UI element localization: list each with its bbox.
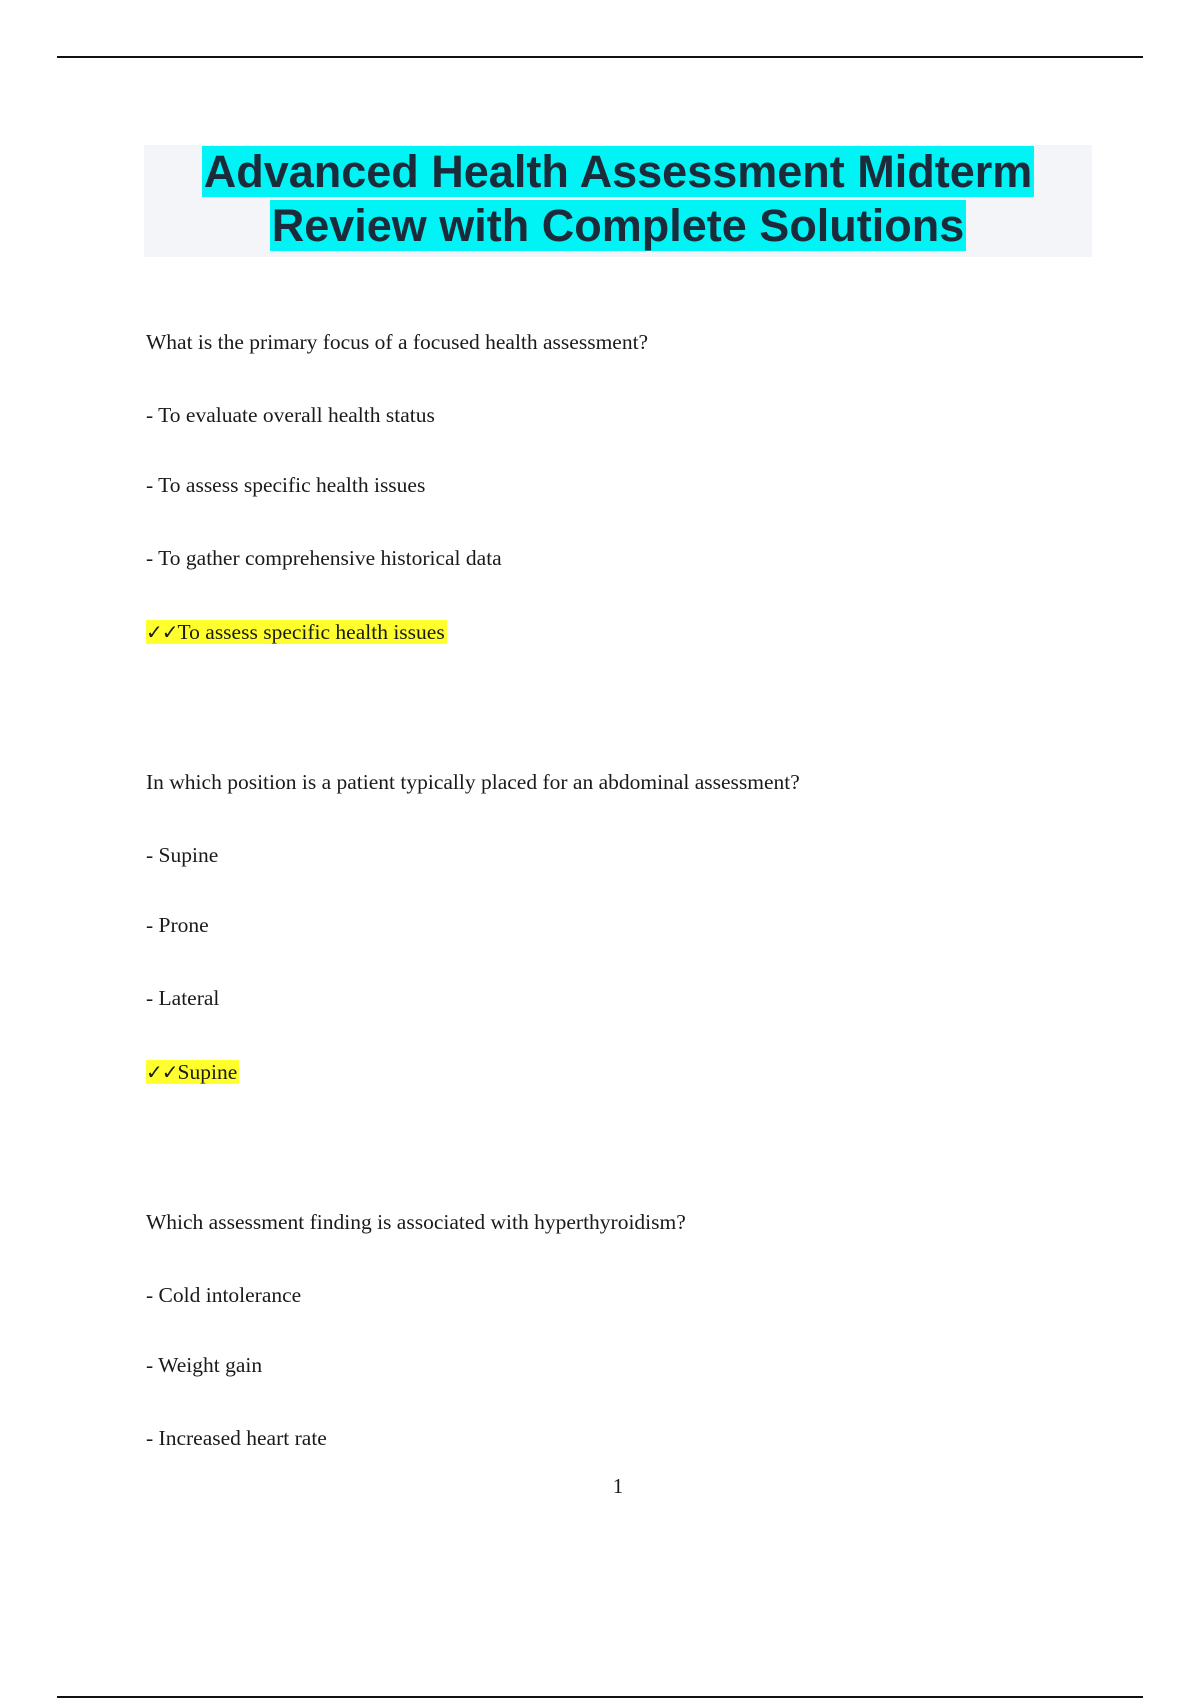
- question-3-option-1: - Cold intolerance: [146, 1283, 302, 1307]
- checkmark-icon: ✓✓: [146, 620, 178, 644]
- title-text-2: Review with Complete Solutions: [271, 200, 965, 251]
- question-2-option-3: - Lateral: [146, 986, 220, 1010]
- question-2-answer: [146, 1057, 239, 1087]
- answer-highlight: [146, 1060, 239, 1084]
- question-1-option-1: - To evaluate overall health status: [146, 403, 435, 427]
- question-1-option-3: - To gather comprehensive historical data: [146, 546, 502, 570]
- title-block: [144, 145, 1092, 257]
- answer-text: To assess specific health issues: [177, 620, 445, 644]
- answer-highlight: [146, 620, 447, 644]
- title-text-1: Advanced Health Assessment Midterm: [203, 146, 1033, 197]
- page-number: 1: [612, 1474, 624, 1498]
- question-1: What is the primary focus of a focused health assessment?: [146, 330, 649, 354]
- answer-text: Supine: [177, 1060, 238, 1084]
- title-line-2: [144, 199, 1092, 253]
- top-rule: [57, 56, 1143, 58]
- title-line-1: [144, 145, 1092, 199]
- question-3: Which assessment finding is associated with hyperthyroidism?: [146, 1210, 686, 1234]
- question-2-option-2: - Prone: [146, 913, 209, 937]
- question-2-option-1: - Supine: [146, 843, 219, 867]
- question-3-option-3: - Increased heart rate: [146, 1426, 327, 1450]
- question-2: In which position is a patient typically placed for an abdominal assessment?: [146, 770, 800, 794]
- bottom-rule: [57, 1696, 1143, 1698]
- checkmark-icon: ✓✓: [146, 1060, 178, 1084]
- question-1-option-2: - To assess specific health issues: [146, 473, 426, 497]
- question-3-option-2: - Weight gain: [146, 1353, 263, 1377]
- question-1-answer: [146, 617, 447, 647]
